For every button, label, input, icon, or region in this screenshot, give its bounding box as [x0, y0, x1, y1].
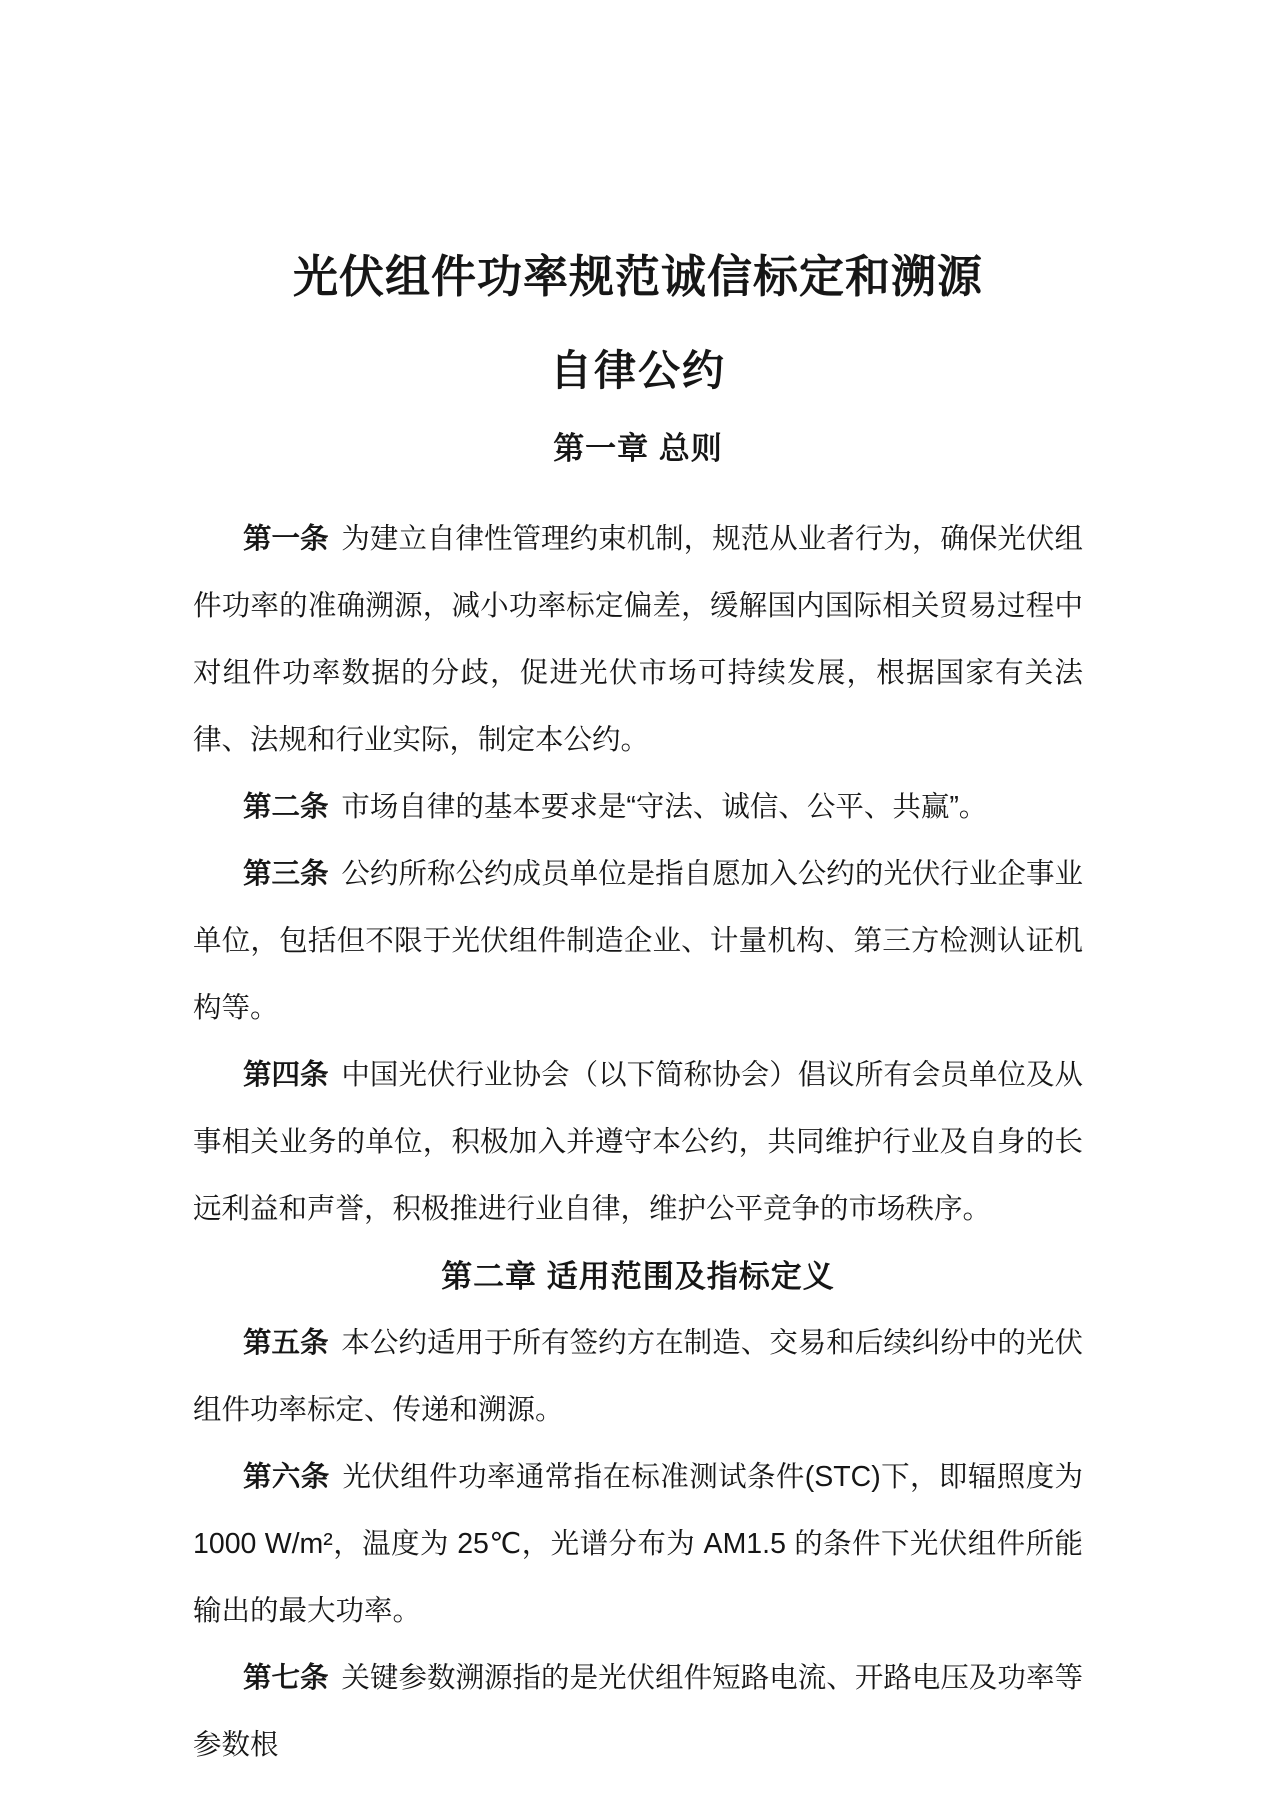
article-3-paragraph — [193, 841, 1083, 1042]
article-1-label: 第一条 — [243, 523, 329, 555]
article-6-text: 光伏组件功率通常指在标准测试条件(STC)下，即辐照度为 1000 W/m²，温度为 25℃，光谱分布为 AM1.5 的条件下光伏组件所能输出的最大功率。 — [193, 1461, 1083, 1627]
chapter-2-heading: 第二章 适用范围及指标定义 — [441, 1259, 835, 1294]
article-3-label: 第三条 — [243, 858, 329, 890]
article-6-label: 第六条 — [243, 1461, 330, 1493]
document-title-line2: 自律公约 — [549, 347, 726, 394]
article-2-paragraph — [193, 774, 1083, 841]
article-4-label: 第四条 — [243, 1059, 329, 1091]
article-5-label: 第五条 — [243, 1327, 329, 1359]
article-2-label: 第二条 — [243, 791, 329, 823]
article-3-text: 公约所称公约成员单位是指自愿加入公约的光伏行业企事业单位，包括但不限于光伏组件制造企业、计量机构、第三方检测认证机构等。 — [193, 858, 1083, 1024]
article-7-label: 第七条 — [243, 1662, 329, 1694]
article-6-paragraph — [193, 1444, 1083, 1645]
article-1-paragraph — [193, 506, 1083, 774]
document-title-line1: 光伏组件功率规范诚信标定和溯源 — [292, 251, 983, 302]
article-7-paragraph — [193, 1645, 1083, 1779]
article-1-text: 为建立自律性管理约束机制，规范从业者行为，确保光伏组件功率的准确溯源，减小功率标定偏差，缓解国内国际相关贸易过程中对组件功率数据的分歧，促进光伏市场可持续发展，根据国家有关法律、法规和行业实际，制定本公约。 — [193, 523, 1083, 756]
article-2-text: 市场自律的基本要求是“守法、诚信、公平、共赢”。 — [341, 791, 988, 823]
chapter-1-heading: 第一章 总则 — [553, 431, 723, 466]
article-7-text: 关键参数溯源指的是光伏组件短路电流、开路电压及功率等参数根 — [193, 1662, 1083, 1761]
article-5-paragraph — [193, 1310, 1083, 1444]
document-content — [0, 253, 1280, 1779]
article-4-paragraph — [193, 1042, 1083, 1243]
article-4-text: 中国光伏行业协会（以下简称协会）倡议所有会员单位及从事相关业务的单位，积极加入并遵守本公约，共同维护行业及自身的长远利益和声誉，积极推进行业自律，维护公平竞争的市场秩序。 — [193, 1059, 1083, 1225]
article-5-text: 本公约适用于所有签约方在制造、交易和后续纠纷中的光伏组件功率标定、传递和溯源。 — [193, 1327, 1083, 1426]
